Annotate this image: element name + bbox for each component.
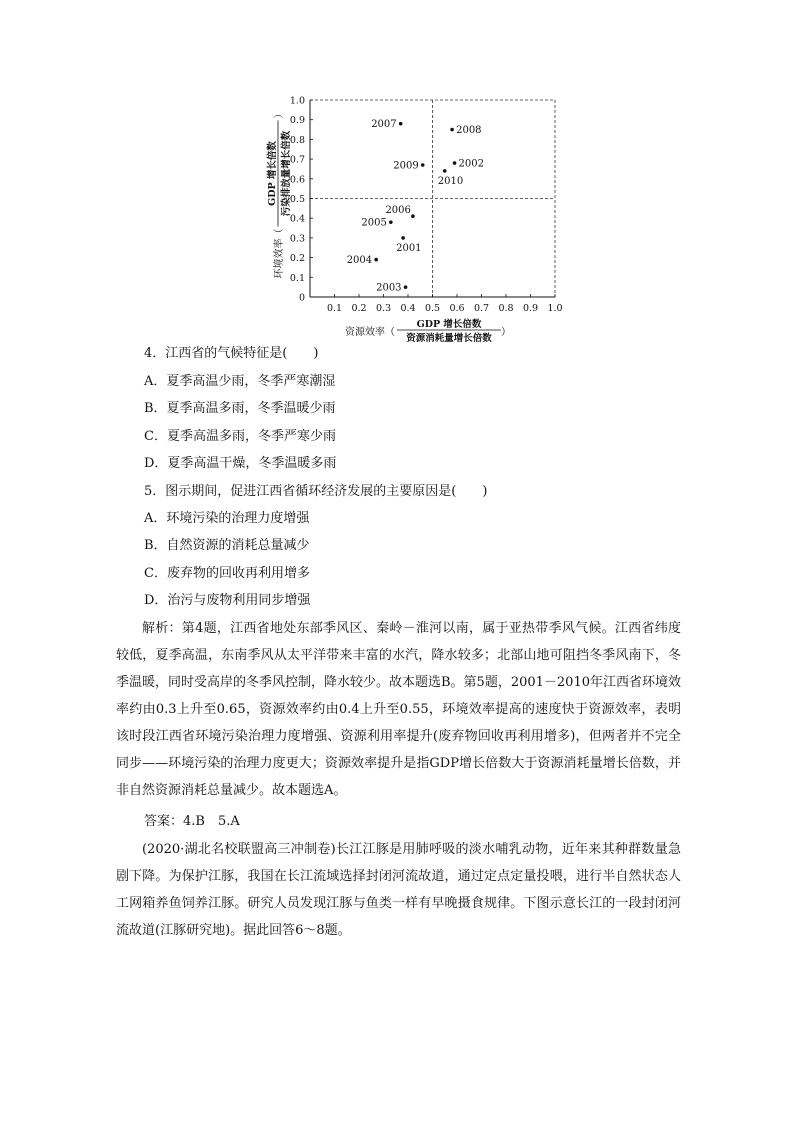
q5-option-b: B．自然资源的消耗总量减少: [144, 538, 310, 553]
data-label-2010: 2010: [437, 175, 464, 187]
y-axis-label-group: [266, 109, 292, 279]
data-label-2008: 2008: [456, 125, 482, 137]
data-point-2006: [411, 214, 415, 218]
q5-stem: 5．图示期间，促进江西省循环经济发展的主要原因是( ): [144, 484, 488, 499]
y-tick-label: 1.0: [289, 95, 305, 107]
x-tick-label: 0.9: [522, 303, 539, 314]
y-tick-label: 0.9: [289, 115, 305, 127]
data-point-2005: [389, 220, 393, 224]
data-label-2009: 2009: [393, 160, 419, 172]
x-axis-label-denominator: 资源消耗量增长倍数: [406, 333, 492, 344]
data-label-2003: 2003: [376, 282, 402, 294]
data-point-2009: [421, 163, 425, 167]
x-tick-label: 0.2: [351, 303, 367, 314]
x-tick-label: 0.6: [449, 303, 465, 314]
y-axis-label-numerator: GDP 增长倍数: [267, 141, 278, 206]
x-axis-label-numerator: GDP 增长倍数: [416, 319, 482, 330]
analysis-text: 解析：第4题，江西省地处东部季风区、秦岭－淮河以南，属于亚热带季风气候。江西省纬度较低，夏季高温，东南季风从太平洋带来丰富的水汽，降水较多；北部山地可阻挡冬季风南下，冬季温暖，同时受高岸的冬季风控制，降水较少。故本题选B。第5题，2001－2010年江西省环境效率约由0.3上升至0.65，资源效率约由0.4上升至0.55，环境效率提高的速度快于资源效率，表明该时段江西省环境污染治理力度增强、资源利用率提升(废弃物回收再利用增多)，但两者并不完全同步——环境污染的治理力度更大；资源效率提升是指GDP增长倍数大于资源消耗量增长倍数，并非自然资源消耗总量减少。故本题选A。: [116, 621, 681, 798]
analysis-paragraph: [116, 615, 681, 804]
intro-paragraph: [116, 836, 681, 944]
x-tick-label: 0.4: [400, 303, 416, 314]
y-axis-label-denominator: 污染排放量增长倍数: [281, 130, 292, 217]
x-tick-label: 0.7: [473, 303, 490, 314]
y-tick-label: 0.2: [289, 253, 305, 265]
answer-line: 答案：4.B 5.A: [144, 814, 240, 829]
x-axis-label-prefix: 资源效率（: [345, 327, 395, 338]
q5-option-a: A．环境污染的治理力度增强: [144, 511, 310, 526]
intro-text: (2020·湖北名校联盟高三冲制卷)长江江豚是用肺呼吸的淡水哺乳动物，近年来其种群数量急剧下降。为保护江豚，我国在长江流域选择封闭河流故道，通过定点定量投喂，进行半自然状态人工网箱养鱼饲养江豚。研究人员发现江豚与鱼类一样有早晚摄食规律。下图示意长江的一段封闭河流故道(江豚研究地)。据此回答6～8题。: [116, 842, 681, 938]
q4-option-a: A．夏季高温少雨，冬季严寒潮湿: [144, 374, 336, 389]
data-label-2002: 2002: [458, 158, 485, 170]
y-tick-label: 0.5: [289, 194, 305, 205]
y-tick-label: 0.6: [289, 174, 305, 186]
q4-option-b: B．夏季高温多雨，冬季温暖少雨: [144, 401, 336, 416]
data-label-2007: 2007: [371, 119, 397, 131]
scatter-chart: [262, 90, 563, 344]
y-tick-label: 0.7: [289, 154, 305, 166]
y-tick-label: 0.3: [289, 233, 305, 245]
x-tick-label: 0.1: [326, 303, 343, 314]
y-tick-label: 0.4: [289, 213, 305, 225]
x-tick-label: 0.3: [375, 303, 392, 314]
x-axis-label-suffix: ）: [501, 327, 511, 338]
chart-svg: [262, 90, 563, 344]
y-tick-label: 0: [298, 292, 305, 304]
x-tick-label: 1.0: [547, 303, 563, 314]
data-point-2004: [374, 258, 378, 262]
q4-stem: 4．江西省的气候特征是( ): [144, 346, 319, 361]
y-axis-label-suffix: ）: [274, 108, 285, 119]
data-point-2010: [443, 169, 447, 173]
x-tick-label: 0.8: [498, 303, 514, 314]
q4-option-c: C．夏季高温多雨，冬季严寒少雨: [144, 429, 336, 444]
data-label-2004: 2004: [346, 255, 373, 267]
y-tick-label: 0.8: [289, 134, 305, 146]
y-tick-label: 0.1: [289, 272, 305, 284]
q5-option-c: C．废弃物的回收再利用增多: [144, 566, 310, 581]
data-point-2001: [401, 236, 405, 240]
q4-option-d: D．夏季高温干燥，冬季温暖多雨: [144, 456, 337, 471]
x-tick-label: 0.5: [424, 303, 441, 314]
data-label-2006: 2006: [385, 205, 411, 217]
q5-option-d: D．治污与废物利用同步增强: [144, 593, 311, 608]
data-point-2002: [453, 161, 457, 165]
data-point-2003: [404, 285, 408, 289]
data-label-2001: 2001: [396, 242, 422, 254]
data-point-2008: [450, 128, 454, 132]
data-point-2007: [399, 122, 403, 126]
y-axis-label-prefix: 环境效率（: [274, 228, 285, 279]
data-label-2005: 2005: [361, 217, 387, 229]
